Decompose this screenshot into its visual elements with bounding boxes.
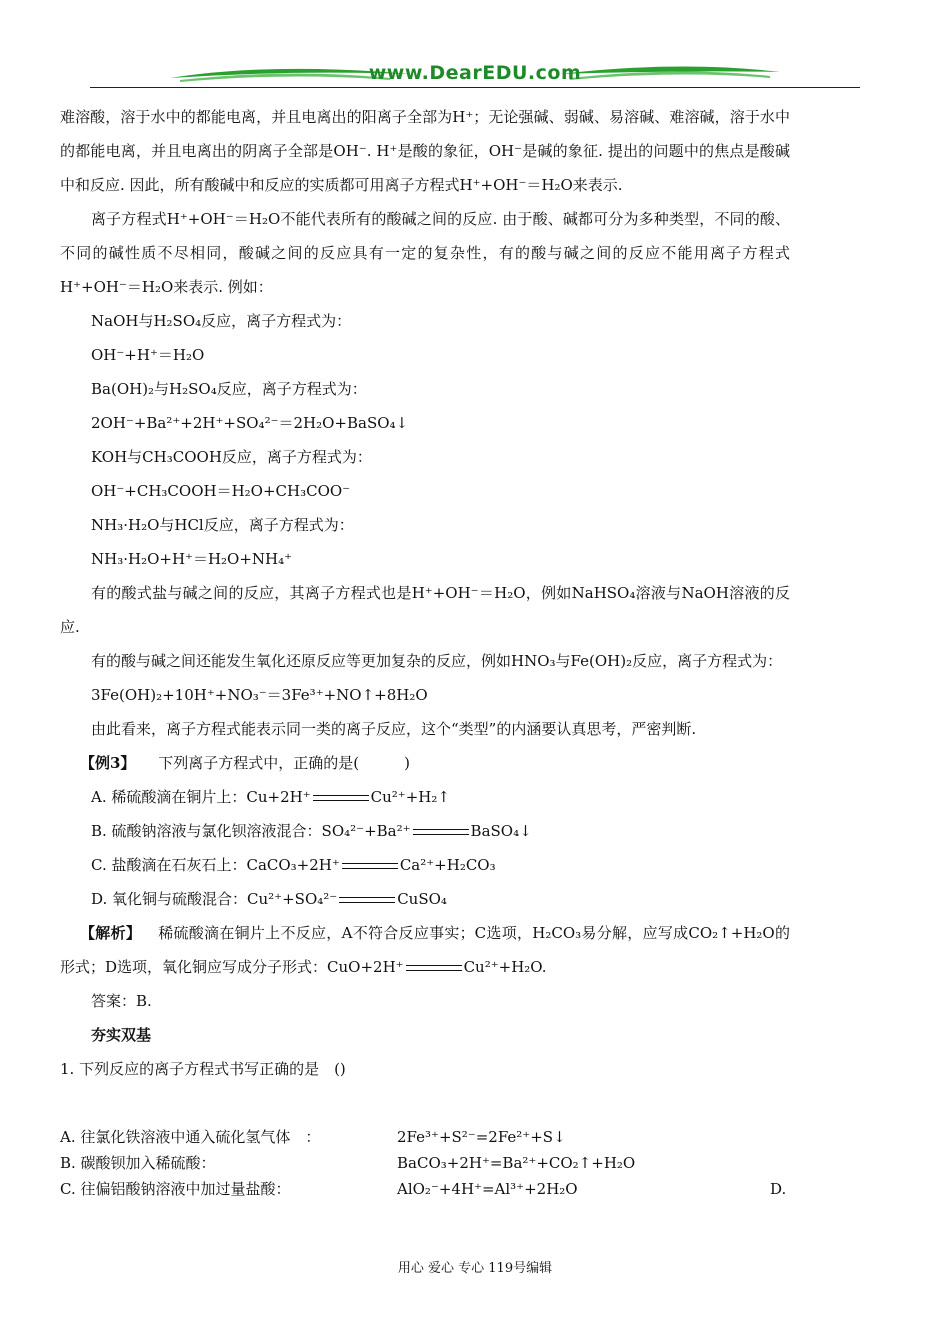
q1-option-c-text: C. 往偏铝酸钠溶液中加过量盐酸： bbox=[60, 1180, 291, 1198]
equation-1: OH⁻+H⁺＝H₂O bbox=[91, 346, 205, 364]
example-question: 下列离子方程式中，正确的是( ) bbox=[158, 754, 410, 772]
option-b-lhs: B. 硫酸钠溶液与氯化钡溶液混合：SO₄²⁻+Ba²⁺ bbox=[91, 822, 411, 840]
line-baoh2-h2so4: Ba(OH)₂与H₂SO₄反应，离子方程式为： bbox=[91, 380, 367, 398]
equals-sign bbox=[342, 863, 398, 869]
q1-option-b-eq: BaCO₃+2H⁺=Ba²⁺+CO₂↑+H₂O bbox=[397, 1154, 636, 1172]
equation-2: 2OH⁻+Ba²⁺+2H⁺+SO₄²⁻＝2H₂O+BaSO₄↓ bbox=[91, 414, 409, 432]
option-a-rhs: Cu²⁺+H₂↑ bbox=[370, 788, 450, 806]
header-rule bbox=[90, 87, 860, 88]
option-d-rhs: CuSO₄ bbox=[397, 890, 447, 908]
analysis-result: Cu²⁺+H₂O. bbox=[463, 958, 547, 976]
q1-option-c-eq: AlO₂⁻+4H⁺=Al³⁺+2H₂O bbox=[397, 1180, 578, 1198]
equation-5: 3Fe(OH)₂+10H⁺+NO₃⁻＝3Fe³⁺+NO↑+8H₂O bbox=[91, 686, 428, 704]
option-a bbox=[60, 780, 790, 814]
analysis bbox=[60, 916, 790, 984]
q1-option-a-text: A. 往氯化铁溶液中通入硫化氢气体 ： bbox=[60, 1128, 321, 1146]
option-c-lhs: C. 盐酸滴在石灰石上：CaCO₃+2H⁺ bbox=[91, 856, 340, 874]
example-3 bbox=[60, 746, 790, 780]
question-1-options bbox=[60, 1124, 790, 1202]
q1-option-d-label: D. bbox=[770, 1180, 787, 1198]
option-c bbox=[60, 848, 790, 882]
equals-sign bbox=[313, 795, 369, 801]
paragraph-5: 由此看来，离子方程式能表示同一类的离子反应，这个“类型”的内涵要认真思考，严密判断. bbox=[91, 720, 697, 738]
site-logo-text[interactable]: www.DearEDU.com bbox=[368, 62, 582, 84]
q1-option-c bbox=[60, 1176, 790, 1202]
q1-option-b bbox=[60, 1150, 790, 1176]
answer: 答案：B. bbox=[91, 992, 152, 1010]
option-d-lhs: D. 氧化铜与硫酸混合：Cu²⁺+SO₄²⁻ bbox=[91, 890, 338, 908]
line-naoh-h2so4: NaOH与H₂SO₄反应，离子方程式为： bbox=[91, 312, 352, 330]
equation-3: OH⁻+CH₃COOH＝H₂O+CH₃COO⁻ bbox=[91, 482, 351, 500]
document-body bbox=[60, 100, 790, 1086]
option-d bbox=[60, 882, 790, 916]
paragraph-4: 有的酸与碱之间还能发生氧化还原反应等更加复杂的反应，例如HNO₃与Fe(OH)₂反应，离子方程式为： bbox=[91, 652, 783, 670]
page-footer: 用心 爱心 专心 119号编辑 bbox=[397, 1261, 553, 1276]
paragraph-1: 难溶酸，溶于水中的都能电离，并且电离出的阳离子全部为H⁺；无论强碱、弱碱、易溶碱、难溶碱，溶于水中的都能电离，并且电离出的阴离子全部是OH⁻. H⁺是酸的象征，OH⁻是碱的象征. 提出的问题中的焦点是酸碱中和反应. 因此，所有酸碱中和反应的实质都可用离子方程式H⁺+OH⁻＝H₂O来表示. bbox=[60, 108, 790, 194]
paragraph-2: 离子方程式H⁺+OH⁻＝H₂O不能代表所有的酸碱之间的反应. 由于酸、碱都可分为多种类型，不同的酸、不同的碱性质不尽相同，酸碱之间的反应具有一定的复杂性，有的酸与碱之间的反应不能用离子方程式H⁺+OH⁻＝H₂O来表示. 例如： bbox=[60, 210, 790, 296]
paragraph-3: 有的酸式盐与碱之间的反应，其离子方程式也是H⁺+OH⁻＝H₂O，例如NaHSO₄溶液与NaOH溶液的反应. bbox=[60, 584, 790, 636]
example-tag: 【例3】 bbox=[80, 754, 136, 772]
equals-sign bbox=[413, 829, 469, 835]
line-koh-ch3cooh: KOH与CH₃COOH反应，离子方程式为： bbox=[91, 448, 372, 466]
q1-option-b-text: B. 碳酸钡加入稀硫酸： bbox=[60, 1154, 216, 1172]
equals-sign bbox=[339, 897, 395, 903]
option-b-rhs: BaSO₄↓ bbox=[470, 822, 532, 840]
q1-option-a-eq: 2Fe³⁺+S²⁻=2Fe²⁺+S↓ bbox=[397, 1128, 566, 1146]
page-header bbox=[90, 58, 860, 92]
option-a-lhs: A. 稀硫酸滴在铜片上：Cu+2H⁺ bbox=[91, 788, 311, 806]
analysis-text: 稀硫酸滴在铜片上不反应，A不符合反应事实；C选项，H₂CO₃易分解，应写成CO₂↑+H₂O的形式；D选项，氧化铜应写成分子形式：CuO+2H⁺ bbox=[60, 924, 790, 976]
analysis-tag: 【解析】 bbox=[80, 924, 142, 942]
equals-sign bbox=[406, 965, 462, 971]
option-c-rhs: Ca²⁺+H₂CO₃ bbox=[399, 856, 496, 874]
section-title: 夯实双基 bbox=[91, 1026, 152, 1044]
option-b bbox=[60, 814, 790, 848]
question-1-stem: 1. 下列反应的离子方程式书写正确的是 () bbox=[60, 1060, 346, 1078]
line-nh3h2o-hcl: NH₃·H₂O与HCl反应，离子方程式为： bbox=[91, 516, 354, 534]
equation-4: NH₃·H₂O+H⁺＝H₂O+NH₄⁺ bbox=[91, 550, 293, 568]
q1-option-a bbox=[60, 1124, 790, 1150]
